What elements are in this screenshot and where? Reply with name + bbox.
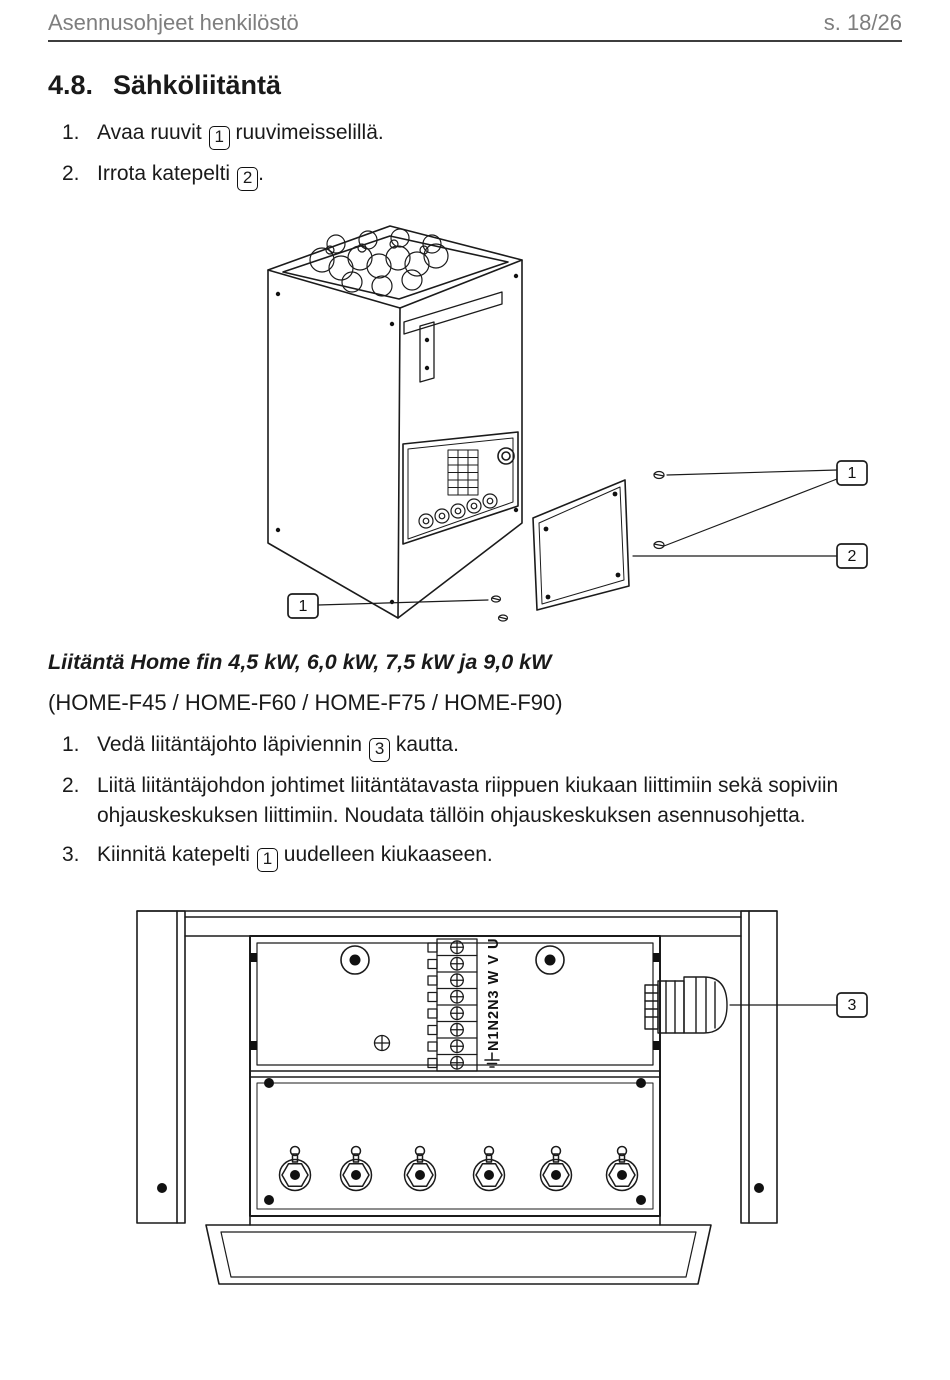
subsection-title: Liitäntä Home fin 4,5 kW, 6,0 kW, 7,5 kW ja 9,0 kW <box>48 650 552 674</box>
terminal-grid <box>448 450 478 495</box>
callout-1-screws-box <box>837 461 867 485</box>
instruction-list-top <box>62 118 882 200</box>
junction-box <box>403 432 518 544</box>
mounting-bracket <box>404 292 502 382</box>
corner-screw-dots <box>264 1078 646 1205</box>
side-panel-right <box>741 911 777 1223</box>
cable-gland <box>645 977 727 1033</box>
rear-edge-lines <box>137 911 777 917</box>
leader-lines <box>318 470 837 605</box>
instruction-list-bottom <box>62 730 884 881</box>
figure-terminal-connection <box>0 903 950 1335</box>
step-text-post: ruuvimeisselillä. <box>229 121 384 144</box>
section-heading <box>48 70 281 101</box>
step-text <box>97 730 884 762</box>
cover-panel <box>533 480 629 610</box>
header-title: Asennusohjeet henkilöstö <box>48 10 299 35</box>
step-text-pre: Kiinnitä katepelti <box>97 843 250 866</box>
heater-body <box>268 260 522 618</box>
step-text-post: . <box>258 162 264 185</box>
callout-2-cover-box <box>837 544 867 568</box>
step-number: 2. <box>62 162 80 185</box>
step-text <box>97 159 882 191</box>
callout-3-box <box>837 993 867 1017</box>
junction-terminals <box>419 494 497 528</box>
step-item <box>62 730 884 762</box>
step-text: Liitä liitäntäjohdon johtimet liitäntätavasta riippuen kiukaan liittimiin sekä sopiviin ohjauskeskuksen liittimiin. Noudata tällöin ohjauskeskuksen asennusohjetta. <box>97 774 839 827</box>
figure-heater-cover-removal <box>0 198 950 640</box>
callout-ref-1: 1 <box>209 126 230 150</box>
step-item <box>62 771 884 831</box>
header-divider <box>48 40 902 42</box>
page-number: s. 18/26 <box>823 10 902 35</box>
step-number: 1. <box>62 121 80 144</box>
step-text <box>97 840 884 872</box>
callout-1-label: 1 <box>847 465 857 482</box>
callout-2-label: 2 <box>847 548 857 565</box>
callout-1-bottom-box <box>288 594 318 618</box>
step-text-pre: Vedä liitäntäjohto läpiviennin <box>97 733 363 756</box>
terminal-label-group <box>485 937 502 1067</box>
callout-ref-1: 1 <box>257 848 278 872</box>
page-header <box>48 10 902 36</box>
step-number: 1. <box>62 733 80 756</box>
section-number: 4.8. <box>48 70 94 100</box>
step-number: 2. <box>62 774 80 797</box>
section-title-text: Sähköliitäntä <box>113 70 282 100</box>
model-list: (HOME-F45 / HOME-F60 / HOME-F75 / HOME-F90) <box>48 690 563 715</box>
step-text <box>97 118 882 150</box>
step-text-pre: Irrota katepelti <box>97 162 231 185</box>
callout-ref-3: 3 <box>369 738 390 762</box>
terminal-label: N1N2N3 W V U <box>486 937 502 1051</box>
cable-gland-knob <box>498 448 514 464</box>
callout-3-label: 3 <box>847 997 857 1014</box>
step-text-pre: Avaa ruuvit <box>97 121 202 144</box>
step-text-post: kautta. <box>390 733 459 756</box>
base-frame <box>206 1216 711 1284</box>
step-number: 3. <box>62 843 80 866</box>
heater-top-rim <box>268 226 522 308</box>
terminal-block <box>428 939 477 1071</box>
step-text-post: uudelleen kiukaaseen. <box>277 843 493 866</box>
side-panel-left <box>137 911 185 1223</box>
phillips-screw <box>375 1036 390 1051</box>
callout-ref-2: 2 <box>237 167 258 191</box>
step-item <box>62 840 884 872</box>
heating-element-terminals <box>280 1147 638 1191</box>
step-item <box>62 159 882 191</box>
step-item <box>62 118 882 150</box>
callout-1-bottom-label: 1 <box>298 598 308 615</box>
